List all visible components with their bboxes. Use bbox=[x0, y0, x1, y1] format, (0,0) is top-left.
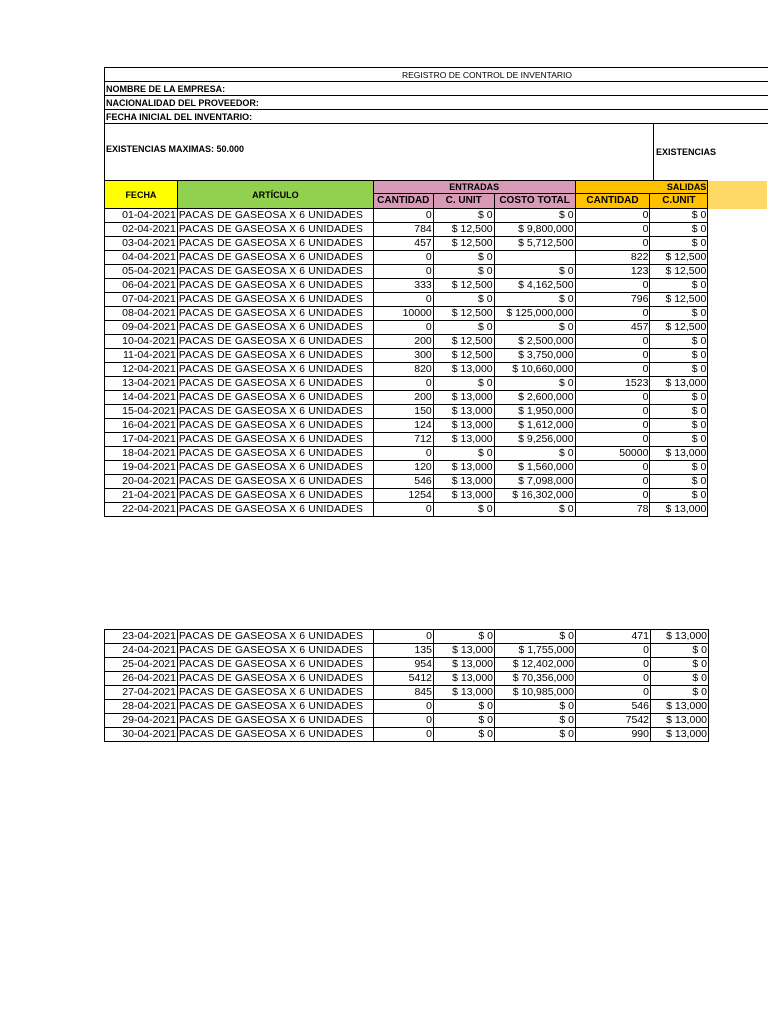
cell-salidas-cunit[interactable]: $ 12,500 bbox=[650, 265, 708, 279]
cell-articulo[interactable]: PACAS DE GASEOSA X 6 UNIDADES bbox=[177, 405, 373, 419]
cell-cantidad[interactable]: 0 bbox=[374, 630, 434, 644]
cell-cunit[interactable]: $ 0 bbox=[433, 265, 494, 279]
proveedor-row[interactable] bbox=[104, 95, 768, 109]
cell-cantidad[interactable]: 200 bbox=[373, 391, 433, 405]
cell-fecha[interactable]: 18-04-2021 bbox=[105, 447, 178, 461]
cell-fecha[interactable]: 28-04-2021 bbox=[105, 700, 178, 714]
table-row bbox=[105, 391, 768, 405]
cell-articulo[interactable]: PACAS DE GASEOSA X 6 UNIDADES bbox=[178, 728, 374, 742]
cell-cantidad[interactable]: 0 bbox=[373, 265, 433, 279]
cell-salidas-cunit[interactable]: $ 0 bbox=[650, 237, 708, 251]
cell-costo-total[interactable]: $ 0 bbox=[495, 714, 576, 728]
cell-salidas-cantidad[interactable]: 0 bbox=[576, 672, 651, 686]
cell-costo-total[interactable]: $ 12,402,000 bbox=[495, 658, 576, 672]
cell-costo-total[interactable] bbox=[494, 251, 575, 265]
cell-cantidad[interactable]: 0 bbox=[373, 447, 433, 461]
cell-cantidad[interactable]: 10000 bbox=[373, 307, 433, 321]
cell-costo-total[interactable]: $ 4,162,500 bbox=[494, 279, 575, 293]
cell-costo-total[interactable]: $ 3,750,000 bbox=[494, 349, 575, 363]
cell-fecha[interactable]: 16-04-2021 bbox=[105, 419, 178, 433]
table-row bbox=[105, 377, 768, 391]
table-row bbox=[105, 321, 768, 335]
cell-articulo[interactable]: PACAS DE GASEOSA X 6 UNIDADES bbox=[178, 714, 374, 728]
empresa-label: NOMBRE DE LA EMPRESA: bbox=[106, 84, 226, 94]
cell-salidas-cunit[interactable]: $ 0 bbox=[650, 279, 708, 293]
cell-cunit[interactable]: $ 13,000 bbox=[434, 686, 495, 700]
cell-cunit[interactable]: $ 0 bbox=[433, 503, 494, 517]
cell-cantidad[interactable]: 135 bbox=[374, 644, 434, 658]
cell-articulo[interactable]: PACAS DE GASEOSA X 6 UNIDADES bbox=[177, 489, 373, 503]
cell-salidas-cunit[interactable]: $ 13,000 bbox=[651, 728, 709, 742]
cell-fecha[interactable]: 29-04-2021 bbox=[105, 714, 178, 728]
cell-costo-total[interactable]: $ 16,302,000 bbox=[494, 489, 575, 503]
cell-fecha[interactable]: 20-04-2021 bbox=[105, 475, 178, 489]
fecha-inicial-label: FECHA INICIAL DEL INVENTARIO: bbox=[106, 112, 253, 122]
cell-salidas-cunit[interactable]: $ 0 bbox=[651, 658, 709, 672]
cell-articulo[interactable]: PACAS DE GASEOSA X 6 UNIDADES bbox=[177, 475, 373, 489]
cell-costo-total[interactable]: $ 9,256,000 bbox=[494, 433, 575, 447]
cell-fecha[interactable]: 09-04-2021 bbox=[105, 321, 178, 335]
cell-articulo[interactable]: PACAS DE GASEOSA X 6 UNIDADES bbox=[177, 433, 373, 447]
salidas-header-extension bbox=[708, 181, 768, 194]
table-row bbox=[105, 714, 709, 728]
table-row bbox=[105, 686, 709, 700]
cell-articulo[interactable]: PACAS DE GASEOSA X 6 UNIDADES bbox=[177, 251, 373, 265]
table-row bbox=[105, 419, 768, 433]
cell-salidas-cunit[interactable]: $ 13,000 bbox=[650, 503, 708, 517]
cell-cunit[interactable]: $ 13,000 bbox=[433, 461, 494, 475]
cell-salidas-cantidad[interactable]: 0 bbox=[576, 686, 651, 700]
cell-fecha[interactable]: 03-04-2021 bbox=[105, 237, 178, 251]
table-row bbox=[105, 223, 768, 237]
table-row bbox=[105, 237, 768, 251]
cell-salidas-cantidad[interactable]: 0 bbox=[575, 307, 650, 321]
cell-salidas-cunit[interactable]: $ 0 bbox=[650, 489, 708, 503]
cell-cantidad[interactable]: 0 bbox=[373, 503, 433, 517]
cell-articulo[interactable]: PACAS DE GASEOSA X 6 UNIDADES bbox=[177, 447, 373, 461]
cell-cantidad[interactable]: 0 bbox=[373, 251, 433, 265]
salidas-sub-extension bbox=[708, 194, 768, 209]
cell-cunit[interactable]: $ 0 bbox=[433, 377, 494, 391]
table-row bbox=[105, 349, 768, 363]
cell-salidas-cantidad[interactable]: 0 bbox=[576, 658, 651, 672]
cell-fecha[interactable]: 02-04-2021 bbox=[105, 223, 178, 237]
cell-costo-total[interactable]: $ 1,950,000 bbox=[494, 405, 575, 419]
col-cantidad-header: CANTIDAD bbox=[373, 194, 433, 209]
cell-salidas-cantidad[interactable]: 0 bbox=[575, 405, 650, 419]
cell-cunit[interactable]: $ 13,000 bbox=[434, 644, 495, 658]
cell-cunit[interactable]: $ 0 bbox=[433, 293, 494, 307]
cell-salidas-cunit[interactable]: $ 0 bbox=[650, 391, 708, 405]
cell-salidas-cantidad[interactable]: 0 bbox=[575, 391, 650, 405]
cell-salidas-cantidad[interactable]: 0 bbox=[575, 489, 650, 503]
table-row bbox=[105, 630, 709, 644]
table-row bbox=[105, 209, 768, 223]
cell-costo-total[interactable]: $ 10,660,000 bbox=[494, 363, 575, 377]
cell-articulo[interactable]: PACAS DE GASEOSA X 6 UNIDADES bbox=[178, 686, 374, 700]
cell-fecha[interactable]: 07-04-2021 bbox=[105, 293, 178, 307]
cell-costo-total[interactable]: $ 70,356,000 bbox=[495, 672, 576, 686]
col-fecha-header: FECHA bbox=[105, 181, 178, 209]
cell-cunit[interactable]: $ 0 bbox=[433, 209, 494, 223]
cell-cunit[interactable]: $ 12,500 bbox=[433, 223, 494, 237]
cell-salidas-cantidad[interactable]: 0 bbox=[575, 209, 650, 223]
cell-salidas-cunit[interactable]: $ 13,000 bbox=[651, 714, 709, 728]
cell-salidas-cunit[interactable]: $ 0 bbox=[650, 335, 708, 349]
cell-cantidad[interactable]: 820 bbox=[373, 363, 433, 377]
cell-cunit[interactable]: $ 13,000 bbox=[433, 405, 494, 419]
cell-salidas-cantidad[interactable]: 0 bbox=[576, 644, 651, 658]
col-articulo-header: ARTÍCULO bbox=[177, 181, 373, 209]
cell-cunit[interactable]: $ 0 bbox=[433, 447, 494, 461]
cell-costo-total[interactable]: $ 10,985,000 bbox=[495, 686, 576, 700]
cell-cunit[interactable]: $ 0 bbox=[434, 700, 495, 714]
col-salidas-cunit-header: C.UNIT bbox=[650, 194, 708, 209]
cell-salidas-cantidad[interactable]: 546 bbox=[576, 700, 651, 714]
cell-cantidad[interactable]: 5412 bbox=[374, 672, 434, 686]
inventory-table-1 bbox=[104, 180, 768, 517]
cell-fecha[interactable]: 08-04-2021 bbox=[105, 307, 178, 321]
cell-fecha[interactable]: 04-04-2021 bbox=[105, 251, 178, 265]
salidas-header: SALIDAS bbox=[575, 181, 708, 194]
cell-fecha[interactable]: 13-04-2021 bbox=[105, 377, 178, 391]
cell-salidas-cantidad[interactable]: 990 bbox=[576, 728, 651, 742]
sheet-title bbox=[104, 67, 768, 81]
cell-salidas-cantidad[interactable]: 0 bbox=[575, 475, 650, 489]
cell-salidas-cunit[interactable]: $ 12,500 bbox=[650, 321, 708, 335]
cell-salidas-cantidad[interactable]: 7542 bbox=[576, 714, 651, 728]
cell-salidas-cantidad[interactable]: 50000 bbox=[575, 447, 650, 461]
cell-cunit[interactable]: $ 12,500 bbox=[433, 335, 494, 349]
cell-fecha[interactable]: 17-04-2021 bbox=[105, 433, 178, 447]
cell-cantidad[interactable]: 546 bbox=[373, 475, 433, 489]
cell-salidas-cantidad[interactable]: 0 bbox=[575, 363, 650, 377]
cell-salidas-cantidad[interactable]: 0 bbox=[575, 335, 650, 349]
cell-cunit[interactable]: $ 12,500 bbox=[433, 349, 494, 363]
cell-articulo[interactable]: PACAS DE GASEOSA X 6 UNIDADES bbox=[177, 349, 373, 363]
entradas-header: ENTRADAS bbox=[373, 181, 575, 194]
cell-articulo[interactable]: PACAS DE GASEOSA X 6 UNIDADES bbox=[177, 419, 373, 433]
cell-cunit[interactable]: $ 13,000 bbox=[433, 489, 494, 503]
cell-cantidad[interactable]: 0 bbox=[374, 728, 434, 742]
cell-cunit[interactable]: $ 13,000 bbox=[434, 672, 495, 686]
cell-fecha[interactable]: 14-04-2021 bbox=[105, 391, 178, 405]
cell-salidas-cantidad[interactable]: 822 bbox=[575, 251, 650, 265]
cell-salidas-cunit[interactable]: $ 0 bbox=[651, 672, 709, 686]
cell-salidas-cantidad[interactable]: 457 bbox=[575, 321, 650, 335]
cell-cantidad[interactable]: 0 bbox=[373, 293, 433, 307]
cell-cunit[interactable]: $ 0 bbox=[433, 321, 494, 335]
table-row bbox=[105, 279, 768, 293]
empresa-row[interactable] bbox=[104, 81, 768, 95]
cell-cantidad[interactable]: 0 bbox=[373, 209, 433, 223]
sheet-title-text: REGISTRO DE CONTROL DE INVENTARIO bbox=[401, 70, 573, 80]
cell-cantidad[interactable]: 300 bbox=[373, 349, 433, 363]
cell-cunit[interactable]: $ 0 bbox=[434, 728, 495, 742]
cell-fecha[interactable]: 26-04-2021 bbox=[105, 672, 178, 686]
cell-cunit[interactable]: $ 12,500 bbox=[433, 237, 494, 251]
table-row bbox=[105, 475, 768, 489]
cell-cantidad[interactable]: 457 bbox=[373, 237, 433, 251]
cell-fecha[interactable]: 12-04-2021 bbox=[105, 363, 178, 377]
cell-salidas-cantidad[interactable]: 0 bbox=[575, 433, 650, 447]
cell-salidas-cantidad[interactable]: 0 bbox=[575, 461, 650, 475]
cell-salidas-cunit[interactable]: $ 0 bbox=[650, 209, 708, 223]
cell-articulo[interactable]: PACAS DE GASEOSA X 6 UNIDADES bbox=[177, 209, 373, 223]
cell-fecha[interactable]: 19-04-2021 bbox=[105, 461, 178, 475]
table-row bbox=[105, 489, 768, 503]
cell-salidas-cunit[interactable]: $ 13,000 bbox=[650, 447, 708, 461]
cell-cantidad[interactable]: 200 bbox=[373, 335, 433, 349]
cell-cantidad[interactable]: 333 bbox=[373, 279, 433, 293]
cell-costo-total[interactable]: $ 0 bbox=[494, 447, 575, 461]
cell-cunit[interactable]: $ 0 bbox=[434, 630, 495, 644]
cell-costo-total[interactable]: $ 0 bbox=[494, 321, 575, 335]
cell-costo-total[interactable]: $ 2,600,000 bbox=[494, 391, 575, 405]
cell-salidas-cantidad[interactable]: 796 bbox=[575, 293, 650, 307]
cell-salidas-cunit[interactable]: $ 0 bbox=[650, 363, 708, 377]
cell-articulo[interactable]: PACAS DE GASEOSA X 6 UNIDADES bbox=[177, 293, 373, 307]
proveedor-label: NACIONALIDAD DEL PROVEEDOR: bbox=[106, 98, 259, 108]
cell-cantidad[interactable]: 1254 bbox=[373, 489, 433, 503]
cell-salidas-cantidad[interactable]: 1523 bbox=[575, 377, 650, 391]
existencias-max-label: EXISTENCIAS MAXIMAS: 50.000 bbox=[106, 144, 245, 154]
cell-salidas-cunit[interactable]: $ 12,500 bbox=[650, 251, 708, 265]
col-salidas-cantidad-header: CANTIDAD bbox=[575, 194, 650, 209]
cell-cantidad[interactable]: 0 bbox=[374, 714, 434, 728]
cell-salidas-cunit[interactable]: $ 0 bbox=[650, 433, 708, 447]
existencias-row bbox=[104, 123, 768, 180]
cell-salidas-cunit[interactable]: $ 0 bbox=[650, 461, 708, 475]
cell-cantidad[interactable]: 712 bbox=[373, 433, 433, 447]
cell-articulo[interactable]: PACAS DE GASEOSA X 6 UNIDADES bbox=[177, 503, 373, 517]
cell-cantidad[interactable]: 784 bbox=[373, 223, 433, 237]
table-row bbox=[105, 503, 768, 517]
cell-fecha[interactable]: 21-04-2021 bbox=[105, 489, 178, 503]
cell-fecha[interactable]: 15-04-2021 bbox=[105, 405, 178, 419]
table-row bbox=[105, 447, 768, 461]
cell-salidas-cantidad[interactable]: 0 bbox=[575, 279, 650, 293]
cell-salidas-cunit[interactable]: $ 0 bbox=[650, 349, 708, 363]
col-costo-total-header: COSTO TOTAL bbox=[494, 194, 575, 209]
cell-salidas-cunit[interactable]: $ 13,000 bbox=[651, 630, 709, 644]
table-row bbox=[105, 251, 768, 265]
cell-cantidad[interactable]: 954 bbox=[374, 658, 434, 672]
cell-costo-total[interactable]: $ 0 bbox=[495, 728, 576, 742]
inventory-sheet bbox=[104, 67, 768, 742]
cell-fecha[interactable]: 23-04-2021 bbox=[105, 630, 178, 644]
cell-salidas-cantidad[interactable]: 0 bbox=[575, 349, 650, 363]
fecha-inicial-row[interactable] bbox=[104, 109, 768, 123]
cell-fecha[interactable]: 01-04-2021 bbox=[105, 209, 178, 223]
cell-salidas-cantidad[interactable]: 0 bbox=[575, 237, 650, 251]
cell-articulo[interactable]: PACAS DE GASEOSA X 6 UNIDADES bbox=[178, 672, 374, 686]
cell-costo-total[interactable]: $ 0 bbox=[494, 293, 575, 307]
table-row bbox=[105, 265, 768, 279]
cell-costo-total[interactable]: $ 0 bbox=[494, 265, 575, 279]
inventory-table-2 bbox=[104, 629, 709, 742]
cell-cunit[interactable]: $ 13,000 bbox=[433, 419, 494, 433]
cell-fecha[interactable]: 25-04-2021 bbox=[105, 658, 178, 672]
cell-fecha[interactable]: 10-04-2021 bbox=[105, 335, 178, 349]
cell-cunit[interactable]: $ 13,000 bbox=[434, 658, 495, 672]
cell-articulo[interactable]: PACAS DE GASEOSA X 6 UNIDADES bbox=[177, 391, 373, 405]
cell-salidas-cunit[interactable]: $ 13,000 bbox=[651, 700, 709, 714]
cell-salidas-cunit[interactable]: $ 0 bbox=[651, 686, 709, 700]
cell-articulo[interactable]: PACAS DE GASEOSA X 6 UNIDADES bbox=[177, 461, 373, 475]
cell-articulo[interactable]: PACAS DE GASEOSA X 6 UNIDADES bbox=[177, 377, 373, 391]
table-row bbox=[105, 461, 768, 475]
table-row bbox=[105, 405, 768, 419]
cell-articulo[interactable]: PACAS DE GASEOSA X 6 UNIDADES bbox=[177, 321, 373, 335]
table-row bbox=[105, 433, 768, 447]
cell-cantidad[interactable]: 0 bbox=[373, 321, 433, 335]
table-row bbox=[105, 672, 709, 686]
cell-fecha[interactable]: 05-04-2021 bbox=[105, 265, 178, 279]
cell-salidas-cantidad[interactable]: 0 bbox=[575, 419, 650, 433]
cell-costo-total[interactable]: $ 2,500,000 bbox=[494, 335, 575, 349]
cell-costo-total[interactable]: $ 0 bbox=[494, 377, 575, 391]
cell-articulo[interactable]: PACAS DE GASEOSA X 6 UNIDADES bbox=[178, 658, 374, 672]
cell-salidas-cunit[interactable]: $ 13,000 bbox=[650, 377, 708, 391]
table-row bbox=[105, 658, 709, 672]
cell-costo-total[interactable]: $ 0 bbox=[495, 630, 576, 644]
col-cunit-header: C. UNIT bbox=[433, 194, 494, 209]
cell-costo-total[interactable]: $ 1,755,000 bbox=[495, 644, 576, 658]
table-row bbox=[105, 728, 709, 742]
cell-cantidad[interactable]: 124 bbox=[373, 419, 433, 433]
cell-salidas-cunit[interactable]: $ 12,500 bbox=[650, 293, 708, 307]
cell-cunit[interactable]: $ 12,500 bbox=[433, 307, 494, 321]
cell-costo-total[interactable]: $ 1,612,000 bbox=[494, 419, 575, 433]
cell-fecha[interactable]: 24-04-2021 bbox=[105, 644, 178, 658]
cell-cantidad[interactable]: 120 bbox=[373, 461, 433, 475]
cell-cunit[interactable]: $ 13,000 bbox=[433, 433, 494, 447]
cell-cantidad[interactable]: 845 bbox=[374, 686, 434, 700]
cell-salidas-cantidad[interactable]: 123 bbox=[575, 265, 650, 279]
cell-costo-total[interactable]: $ 1,560,000 bbox=[494, 461, 575, 475]
cell-articulo[interactable]: PACAS DE GASEOSA X 6 UNIDADES bbox=[178, 630, 374, 644]
cell-cunit[interactable]: $ 13,000 bbox=[433, 363, 494, 377]
cell-articulo[interactable]: PACAS DE GASEOSA X 6 UNIDADES bbox=[177, 265, 373, 279]
table-row bbox=[105, 293, 768, 307]
cell-articulo[interactable]: PACAS DE GASEOSA X 6 UNIDADES bbox=[178, 644, 374, 658]
cell-salidas-cantidad[interactable]: 0 bbox=[575, 223, 650, 237]
cell-articulo[interactable]: PACAS DE GASEOSA X 6 UNIDADES bbox=[177, 335, 373, 349]
cell-cunit[interactable]: $ 12,500 bbox=[433, 279, 494, 293]
cell-articulo[interactable]: PACAS DE GASEOSA X 6 UNIDADES bbox=[178, 700, 374, 714]
cell-salidas-cunit[interactable]: $ 0 bbox=[650, 223, 708, 237]
cell-costo-total[interactable]: $ 5,712,500 bbox=[494, 237, 575, 251]
existencias-label: EXISTENCIAS bbox=[653, 124, 716, 180]
cell-articulo[interactable]: PACAS DE GASEOSA X 6 UNIDADES bbox=[177, 363, 373, 377]
cell-salidas-cunit[interactable]: $ 0 bbox=[651, 644, 709, 658]
cell-salidas-cunit[interactable]: $ 0 bbox=[650, 419, 708, 433]
cell-salidas-cunit[interactable]: $ 0 bbox=[650, 405, 708, 419]
cell-salidas-cunit[interactable]: $ 0 bbox=[650, 475, 708, 489]
table-row bbox=[105, 335, 768, 349]
cell-costo-total[interactable]: $ 0 bbox=[494, 503, 575, 517]
cell-fecha[interactable]: 22-04-2021 bbox=[105, 503, 178, 517]
cell-articulo[interactable]: PACAS DE GASEOSA X 6 UNIDADES bbox=[177, 223, 373, 237]
cell-salidas-cunit[interactable]: $ 0 bbox=[650, 307, 708, 321]
cell-salidas-cantidad[interactable]: 78 bbox=[575, 503, 650, 517]
cell-costo-total[interactable]: $ 0 bbox=[494, 209, 575, 223]
table-row bbox=[105, 700, 709, 714]
table-row bbox=[105, 363, 768, 377]
cell-fecha[interactable]: 27-04-2021 bbox=[105, 686, 178, 700]
cell-salidas-cantidad[interactable]: 471 bbox=[576, 630, 651, 644]
cell-articulo[interactable]: PACAS DE GASEOSA X 6 UNIDADES bbox=[177, 237, 373, 251]
cell-costo-total[interactable]: $ 9,800,000 bbox=[494, 223, 575, 237]
cell-cunit[interactable]: $ 0 bbox=[433, 251, 494, 265]
cell-costo-total[interactable]: $ 0 bbox=[495, 700, 576, 714]
cell-fecha[interactable]: 06-04-2021 bbox=[105, 279, 178, 293]
cell-costo-total[interactable]: $ 125,000,000 bbox=[494, 307, 575, 321]
cell-cantidad[interactable]: 150 bbox=[373, 405, 433, 419]
cell-fecha[interactable]: 30-04-2021 bbox=[105, 728, 178, 742]
cell-cantidad[interactable]: 0 bbox=[374, 700, 434, 714]
cell-articulo[interactable]: PACAS DE GASEOSA X 6 UNIDADES bbox=[177, 279, 373, 293]
cell-cunit[interactable]: $ 13,000 bbox=[433, 475, 494, 489]
group-header-row bbox=[105, 181, 768, 194]
table-row bbox=[105, 307, 768, 321]
cell-articulo[interactable]: PACAS DE GASEOSA X 6 UNIDADES bbox=[177, 307, 373, 321]
cell-fecha[interactable]: 11-04-2021 bbox=[105, 349, 178, 363]
cell-cunit[interactable]: $ 13,000 bbox=[433, 391, 494, 405]
cell-costo-total[interactable]: $ 7,098,000 bbox=[494, 475, 575, 489]
table-row bbox=[105, 644, 709, 658]
cell-cantidad[interactable]: 0 bbox=[373, 377, 433, 391]
cell-cunit[interactable]: $ 0 bbox=[434, 714, 495, 728]
